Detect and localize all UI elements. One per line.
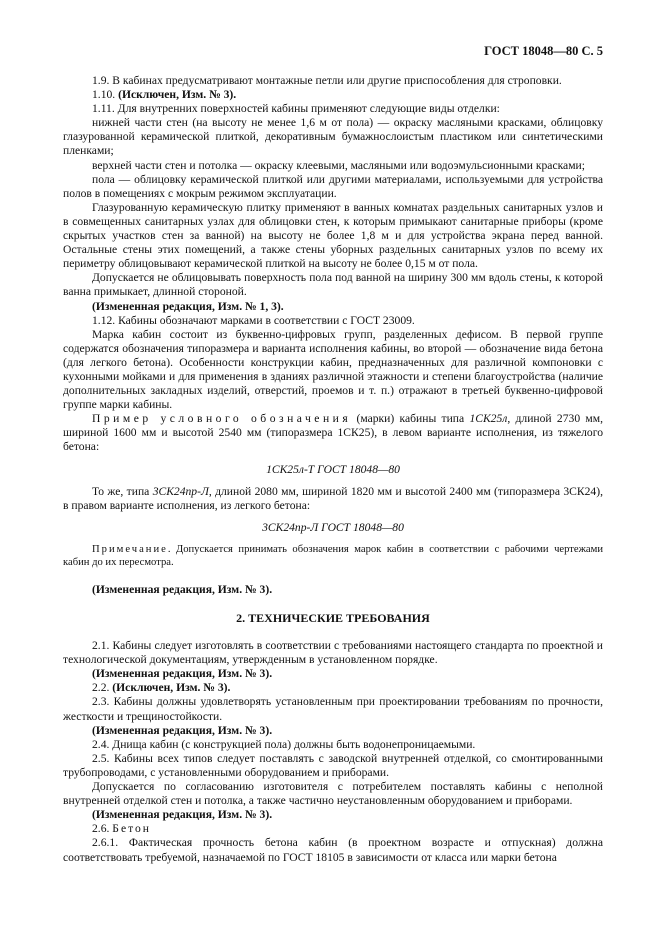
marking-paragraph: Марка кабин состоит из буквенно-цифровых групп, разделенных дефисом. В первой группе содержатся обозначения типоразмера и варианта исполнения кабины, во второй — обозначение вида бетона (для легкого бетона). Особенности конструкции кабин, предназначенных для различной компоновки с кухонными мойками и для применения в зданиях различной этажности и степени благоустройства (наличие дополнительных закладных изделий, отверстий, проемов и т. п.) отражают в третьей буквенно-цифровой группе марки кабины.: [63, 327, 603, 412]
partial-finish-paragraph: Допускается по согласованию изготовителя с потребителем поставлять кабины с неполной внутренней отделкой стен и потолка, а также частично неустановленным оборудованием и приборами.: [63, 780, 603, 808]
cabin-type: 3СК24пр-Л: [152, 484, 209, 498]
designation-example-2: 3СК24пр-Л ГОСТ 18048—80: [262, 520, 404, 534]
glazed-tile-paragraph: Глазурованную керамическую плитку применяют в ванных комнатах раздельных санитарных узлов и в совмещенных санитарных узлах для облицовки стен, к которым примыкают санитарные приборы (кроме скрытых участков стен за ванной) на высоту не более 1,8 м и для устройства экрана перед ванной. Остальные стены этих помещений, а также стены уборных раздельных санитарных узлов по всему их периметру облицовывают керамической плиткой на высоту не более 0,15 м от пола.: [63, 200, 603, 271]
revision-note: (Измененная редакция, Изм. № 3).: [92, 808, 273, 822]
note-paragraph: Примечание. Допускается принимать обозначения марок кабин в соответствии с рабочими чертежами кабин до их пересмотра.: [63, 543, 603, 568]
document-body: [63, 74, 603, 865]
clause-2-5: 2.5. Кабины всех типов следует поставлять с заводской внутренней отделкой, со смонтированными трубопроводами, с установленными оборудованием и приборами.: [63, 751, 603, 779]
revision-note: (Измененная редакция, Изм. № 1, 3).: [92, 299, 284, 313]
designation-example-1: 1СК25л-Т ГОСТ 18048—80: [266, 462, 400, 476]
clause-1-10: [63, 88, 603, 102]
clause-number: 1.10.: [92, 88, 119, 102]
note-label: Примечание: [92, 543, 168, 555]
clause-1-12: 1.12. Кабины обозначают марками в соответствии с ГОСТ 23009.: [92, 313, 415, 327]
example-paragraph: Пример условного обозначения (марки) кабины типа 1СК25л, длиной 2730 мм, шириной 1600 мм и высотой 2540 мм (типоразмера 1СК25), в левом варианте исполнения, из тяжелого бетона:: [63, 412, 603, 454]
example-label: Пример условного обозначения: [92, 412, 352, 426]
same-paragraph: То же, типа 3СК24пр-Л, длиной 2080 мм, шириной 1820 мм и высотой 2400 мм (типоразмера 3СК24), в правом варианте исполнения, из легкого бетона:: [63, 484, 603, 512]
cabin-type: 1СК25л: [469, 412, 508, 426]
clause-2-6-1: 2.6.1. Фактическая прочность бетона кабин (в проектном возрасте и отпускная) должна соответствовать требуемой, назначаемой по ГОСТ 18105 в зависимости от класса или марки бетона: [63, 836, 603, 864]
revision-note: (Измененная редакция, Изм. № 3).: [92, 582, 273, 596]
subsection-title: Бетон: [112, 822, 152, 836]
excluded-note: (Исключен, Изм. № 3).: [112, 681, 231, 695]
clause-1-11: 1.11. Для внутренних поверхностей кабины применяют следующие виды отделки:: [92, 102, 500, 116]
finish-floor: пола — облицовку керамической плиткой или другими материалами, используемыми для устройства полов в помещениях с мокрым режимом эксплуатации.: [63, 172, 603, 200]
finish-lower-walls: нижней части стен (на высоту не менее 1,6 м от пола) — окраску масляными красками, облицовку глазурованной керамической плиткой, декоративным бумажнослоистым пластиком или синтетическими пленками;: [63, 116, 603, 158]
clause-2-1: 2.1. Кабины следует изготовлять в соответствии с требованиями настоящего стандарта по проектной и технологической документациям, утвержденным в установленном порядке.: [63, 639, 603, 667]
finish-upper-walls: верхней части стен и потолка — окраску клеевыми, масляными или водоэмульсионными красками;: [92, 158, 585, 172]
revision-note: (Измененная редакция, Изм. № 3).: [92, 723, 273, 737]
clause-2-2: 2.2. (Исключен, Изм. № 3).: [92, 681, 231, 695]
clause-1-9: 1.9. В кабинах предусматривают монтажные петли или другие приспособления для строповки.: [92, 74, 562, 87]
clause-2-3: 2.3. Кабины должны удовлетворять установленным при проектировании требованиям по прочности, жесткости и трещиностойкости.: [63, 695, 603, 723]
running-header: ГОСТ 18048—80 С. 5: [484, 44, 603, 58]
clause-2-4: 2.4. Днища кабин (с конструкцией пола) должны быть водонепроницаемыми.: [92, 737, 476, 751]
clause-2-6: 2.6. Бетон: [92, 822, 152, 836]
section-heading: 2. ТЕХНИЧЕСКИЕ ТРЕБОВАНИЯ: [236, 611, 430, 625]
floor-under-bath-paragraph: Допускается не облицовывать поверхность пола под ванной на ширину 300 мм вдоль стены, к которой ванна примыкает, длинной стороной.: [63, 271, 603, 299]
excluded-note: (Исключен, Изм. № 3).: [118, 88, 237, 102]
revision-note: (Измененная редакция, Изм. № 3).: [92, 667, 273, 681]
